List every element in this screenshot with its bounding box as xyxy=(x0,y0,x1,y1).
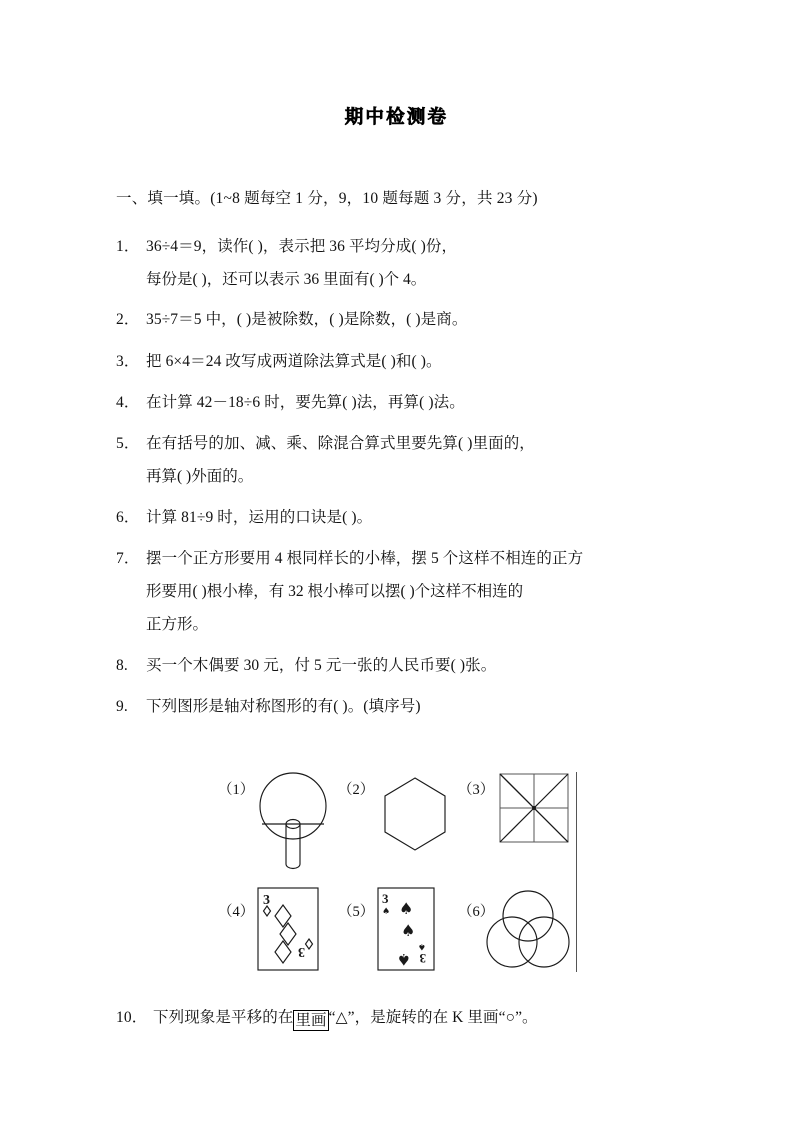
svg-text:♠: ♠ xyxy=(399,899,414,918)
question-3-number: 3． xyxy=(116,353,140,370)
svg-text:♠: ♠ xyxy=(417,941,426,951)
figure-cell-3 xyxy=(458,766,578,872)
question-2-line-1 xyxy=(116,303,467,336)
question-5-line-2: 再算( )外面的。 xyxy=(146,468,254,485)
question-9-text-1: 下列图形是轴对称图形的有( )。(填序号) xyxy=(146,698,421,715)
question-8-number: 8. xyxy=(116,657,128,674)
figure-cell-2 xyxy=(338,766,458,872)
question-6-number: 6． xyxy=(116,509,140,526)
svg-text:♠: ♠ xyxy=(382,907,391,917)
question-4-line-1 xyxy=(116,386,465,419)
question-8-line-1 xyxy=(116,649,496,682)
svg-text:♠: ♠ xyxy=(396,950,411,969)
figure-cell-6 xyxy=(458,878,578,984)
question-9-line-1 xyxy=(116,690,421,723)
svg-text:3: 3 xyxy=(298,944,305,959)
question-6-text-1: 计算 81÷9 时，运用的口诀是( )。 xyxy=(146,509,373,526)
question-5-number: 5． xyxy=(116,435,140,452)
question-10-line-1 xyxy=(116,1001,538,1034)
question-10-text-b: “△”，是旋转的在 K 里画“○”。 xyxy=(328,1009,538,1026)
question-8-text-1: 买一个木偶要 30 元，付 5 元一张的人民币要( )张。 xyxy=(146,657,497,674)
question-6-line-1 xyxy=(116,501,372,534)
question-5-line-1 xyxy=(116,427,535,460)
question-1-number: 1． xyxy=(116,238,140,255)
question-1-line-2: 每份是( )，还可以表示 36 里面有( )个 4。 xyxy=(146,271,427,288)
svg-text:3: 3 xyxy=(419,951,426,966)
question-10-text-a: 下列现象是平移的在 xyxy=(153,1009,294,1026)
figure-label-2: （2） xyxy=(338,782,375,798)
question-1-text-1: 36÷4＝9，读作( )，表示把 36 平均分成( )份， xyxy=(146,238,458,255)
question-7-line-1 xyxy=(116,542,583,575)
question-3-text-1: 把 6×4＝24 改写成两道除法算式是( )和( )。 xyxy=(146,353,442,370)
section-heading: 一、填一填。(1~8 题每空 1 分，9，10 题每题 3 分，共 23 分) xyxy=(116,190,538,207)
question-7-line-2: 形要用( )根小棒，有 32 根小棒可以摆( )个这样不相连的 xyxy=(146,583,524,600)
question-5-text-1: 在有括号的加、减、乘、除混合算式里要先算( )里面的， xyxy=(146,435,535,452)
svg-text:♠: ♠ xyxy=(401,921,416,940)
question-2-number: 2． xyxy=(116,311,140,328)
figure-cell-1 xyxy=(218,766,338,872)
question-10-number: 10． xyxy=(116,1009,148,1026)
figure-label-5: （5） xyxy=(338,904,375,920)
question-7-line-3: 正方形。 xyxy=(146,616,209,633)
trefoil-icon xyxy=(488,878,574,984)
question-9-number: 9. xyxy=(116,698,128,715)
question-1-line-1 xyxy=(116,230,457,263)
question-10-boxed-text: 里画 xyxy=(295,1012,327,1029)
question-7-text-1: 摆一个正方形要用 4 根同样长的小棒，摆 5 个这样不相连的正方 xyxy=(146,550,584,567)
svg-text:3: 3 xyxy=(382,891,389,906)
question-4-text-1: 在计算 42－18÷6 时，要先算( )法，再算( )法。 xyxy=(146,394,465,411)
playing-card-diamonds-icon xyxy=(256,878,342,984)
figure-label-1: （1） xyxy=(218,782,255,798)
question-3-line-1 xyxy=(116,345,442,378)
figure-cell-4 xyxy=(218,878,338,984)
pinwheel-icon xyxy=(492,766,578,872)
figure-cell-5 xyxy=(338,878,458,984)
figure-label-6: （6） xyxy=(458,904,495,920)
figure-grid xyxy=(218,766,578,978)
page-title: 期中检测卷 xyxy=(344,107,449,128)
question-7-number: 7． xyxy=(116,550,140,567)
question-4-number: 4． xyxy=(116,394,140,411)
svg-text:3: 3 xyxy=(263,893,270,908)
figure-label-3: （3） xyxy=(458,782,495,798)
figure-label-4: （4） xyxy=(218,904,255,920)
question-2-text-1: 35÷7＝5 中，( )是被除数，( )是除数，( )是商。 xyxy=(146,311,468,328)
playing-card-spades-icon xyxy=(376,878,462,984)
hexagon-icon xyxy=(372,766,458,872)
round-fan-icon xyxy=(252,766,338,872)
